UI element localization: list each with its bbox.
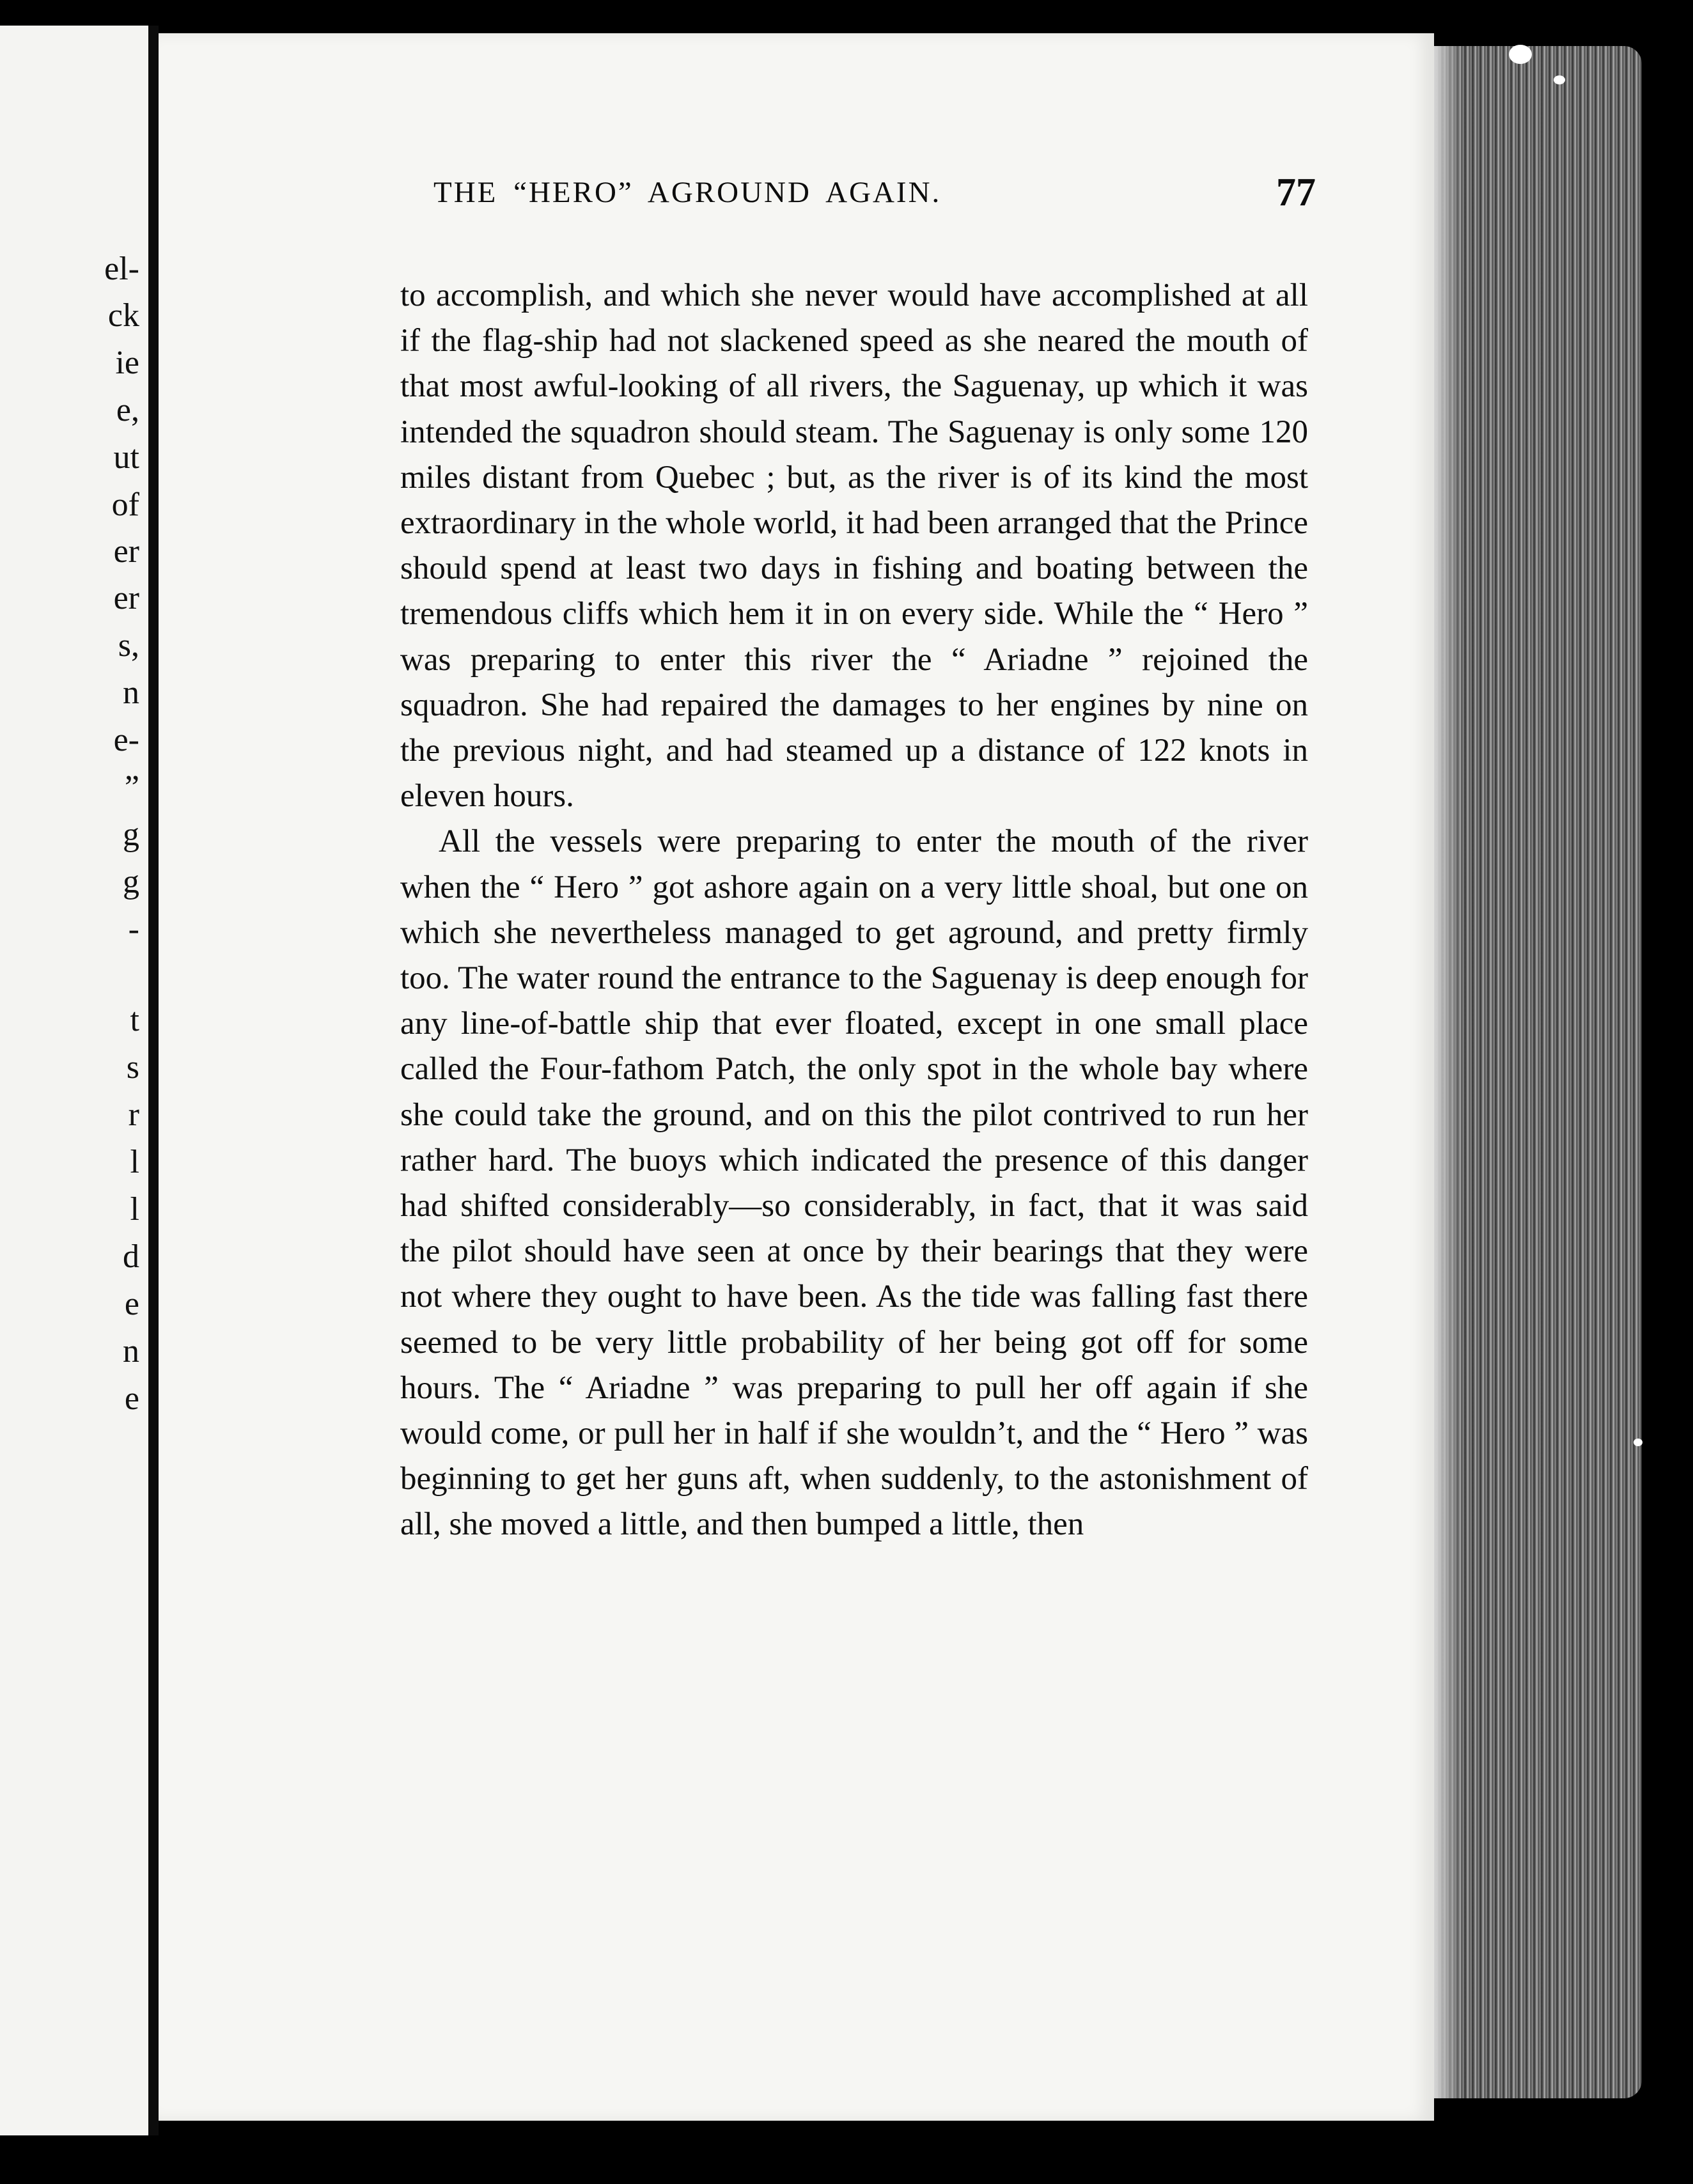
paragraph: to accomplish, and which she never would have accomplished at all if the flag-ship had not slackened speed as she neared the mouth of that most awful-looking of all rivers, the Saguenay, up which it was intended the squadron should steam. The Saguenay is only some 120 miles distant from Quebec ; but, as the river is of its kind the most extraordinary in the whole world, it had been arranged that the Prince should spend at least two days in fishing and boating between the tremendous cliffs which hem it in on every side. While the “ Hero ” was preparing to enter this river the “ Ariadne ” rejoined the squadron. She had repaired the damages to her engines by nine on the previous night, and had steamed up a distance of 122 knots in eleven hours. [400, 277, 1308, 815]
book-page [159, 33, 1434, 2121]
previous-page-fragment [0, 26, 153, 2135]
left-page-fragment: g [123, 864, 139, 900]
running-title: THE “HERO” AGROUND AGAIN. [433, 176, 942, 209]
body-text [400, 273, 1308, 1548]
paragraph: All the vessels were preparing to enter the mouth of the river when the “ Hero ” got ashore again on a very little shoal, but one on which she nevertheless managed to get aground, and pretty firmly too. The water round the entrance to the Saguenay is deep enough for any line-of-battle ship that ever floated, except in one small place called the Four-fathom Patch, the only spot in the whole bay where she could take the ground, and on this the pilot contrived to run her rather hard. The buoys which indicated the presence of this danger had shifted considerably—so considerably, in fact, that it was said the pilot should have seen at once by their bearings that they were not where they ought to have been. As the tide was falling fast there seemed to be very little probability of her being got off for some hours. The “ Ariadne ” was preparing to pull her off again if she would come, or pull her in half if she wouldn’t, and the “ Hero ” was beginning to get her guns aft, when suddenly, to the astonishment of all, she moved a little, and then bumped a little, then [400, 823, 1308, 1543]
left-page-fragment: g [123, 816, 139, 853]
left-page-fragment: n [123, 1333, 139, 1369]
left-page-fragment: e- [113, 722, 139, 758]
left-page-fragment: s [126, 1049, 139, 1086]
left-page-fragment: er [113, 580, 139, 616]
left-page-fragment: n [123, 675, 139, 711]
left-page-fragment: ck [107, 297, 139, 334]
page-block-edge [1434, 46, 1642, 2098]
left-page-fragment: l [130, 1144, 139, 1180]
scan-speck [1554, 75, 1565, 84]
left-page-fragment: t [130, 1002, 139, 1038]
left-page-fragment: of [111, 487, 139, 523]
left-page-fragment: l [130, 1191, 139, 1228]
left-page-fragment: el- [104, 251, 139, 287]
scan-speck [1509, 45, 1532, 64]
left-page-fragment: ie [115, 345, 139, 381]
page-edge-highlight [1434, 46, 1460, 2098]
page-header [433, 171, 1316, 221]
left-page-fragment: r [128, 1096, 139, 1133]
left-page-fragment: s, [118, 627, 139, 664]
left-page-fragment: d [123, 1238, 139, 1275]
left-page-fragment: ut [113, 439, 139, 476]
left-page-fragment: e [124, 1286, 139, 1322]
left-page-fragment: e, [116, 392, 139, 428]
book-gutter [148, 26, 159, 2135]
left-page-fragment: - [128, 911, 139, 948]
scan-speck [1634, 1439, 1642, 1446]
left-page-fragment: e [124, 1380, 139, 1417]
left-page-fragment: er [113, 533, 139, 570]
left-page-fragment: ” [124, 769, 139, 806]
page-number: 77 [1276, 171, 1316, 214]
